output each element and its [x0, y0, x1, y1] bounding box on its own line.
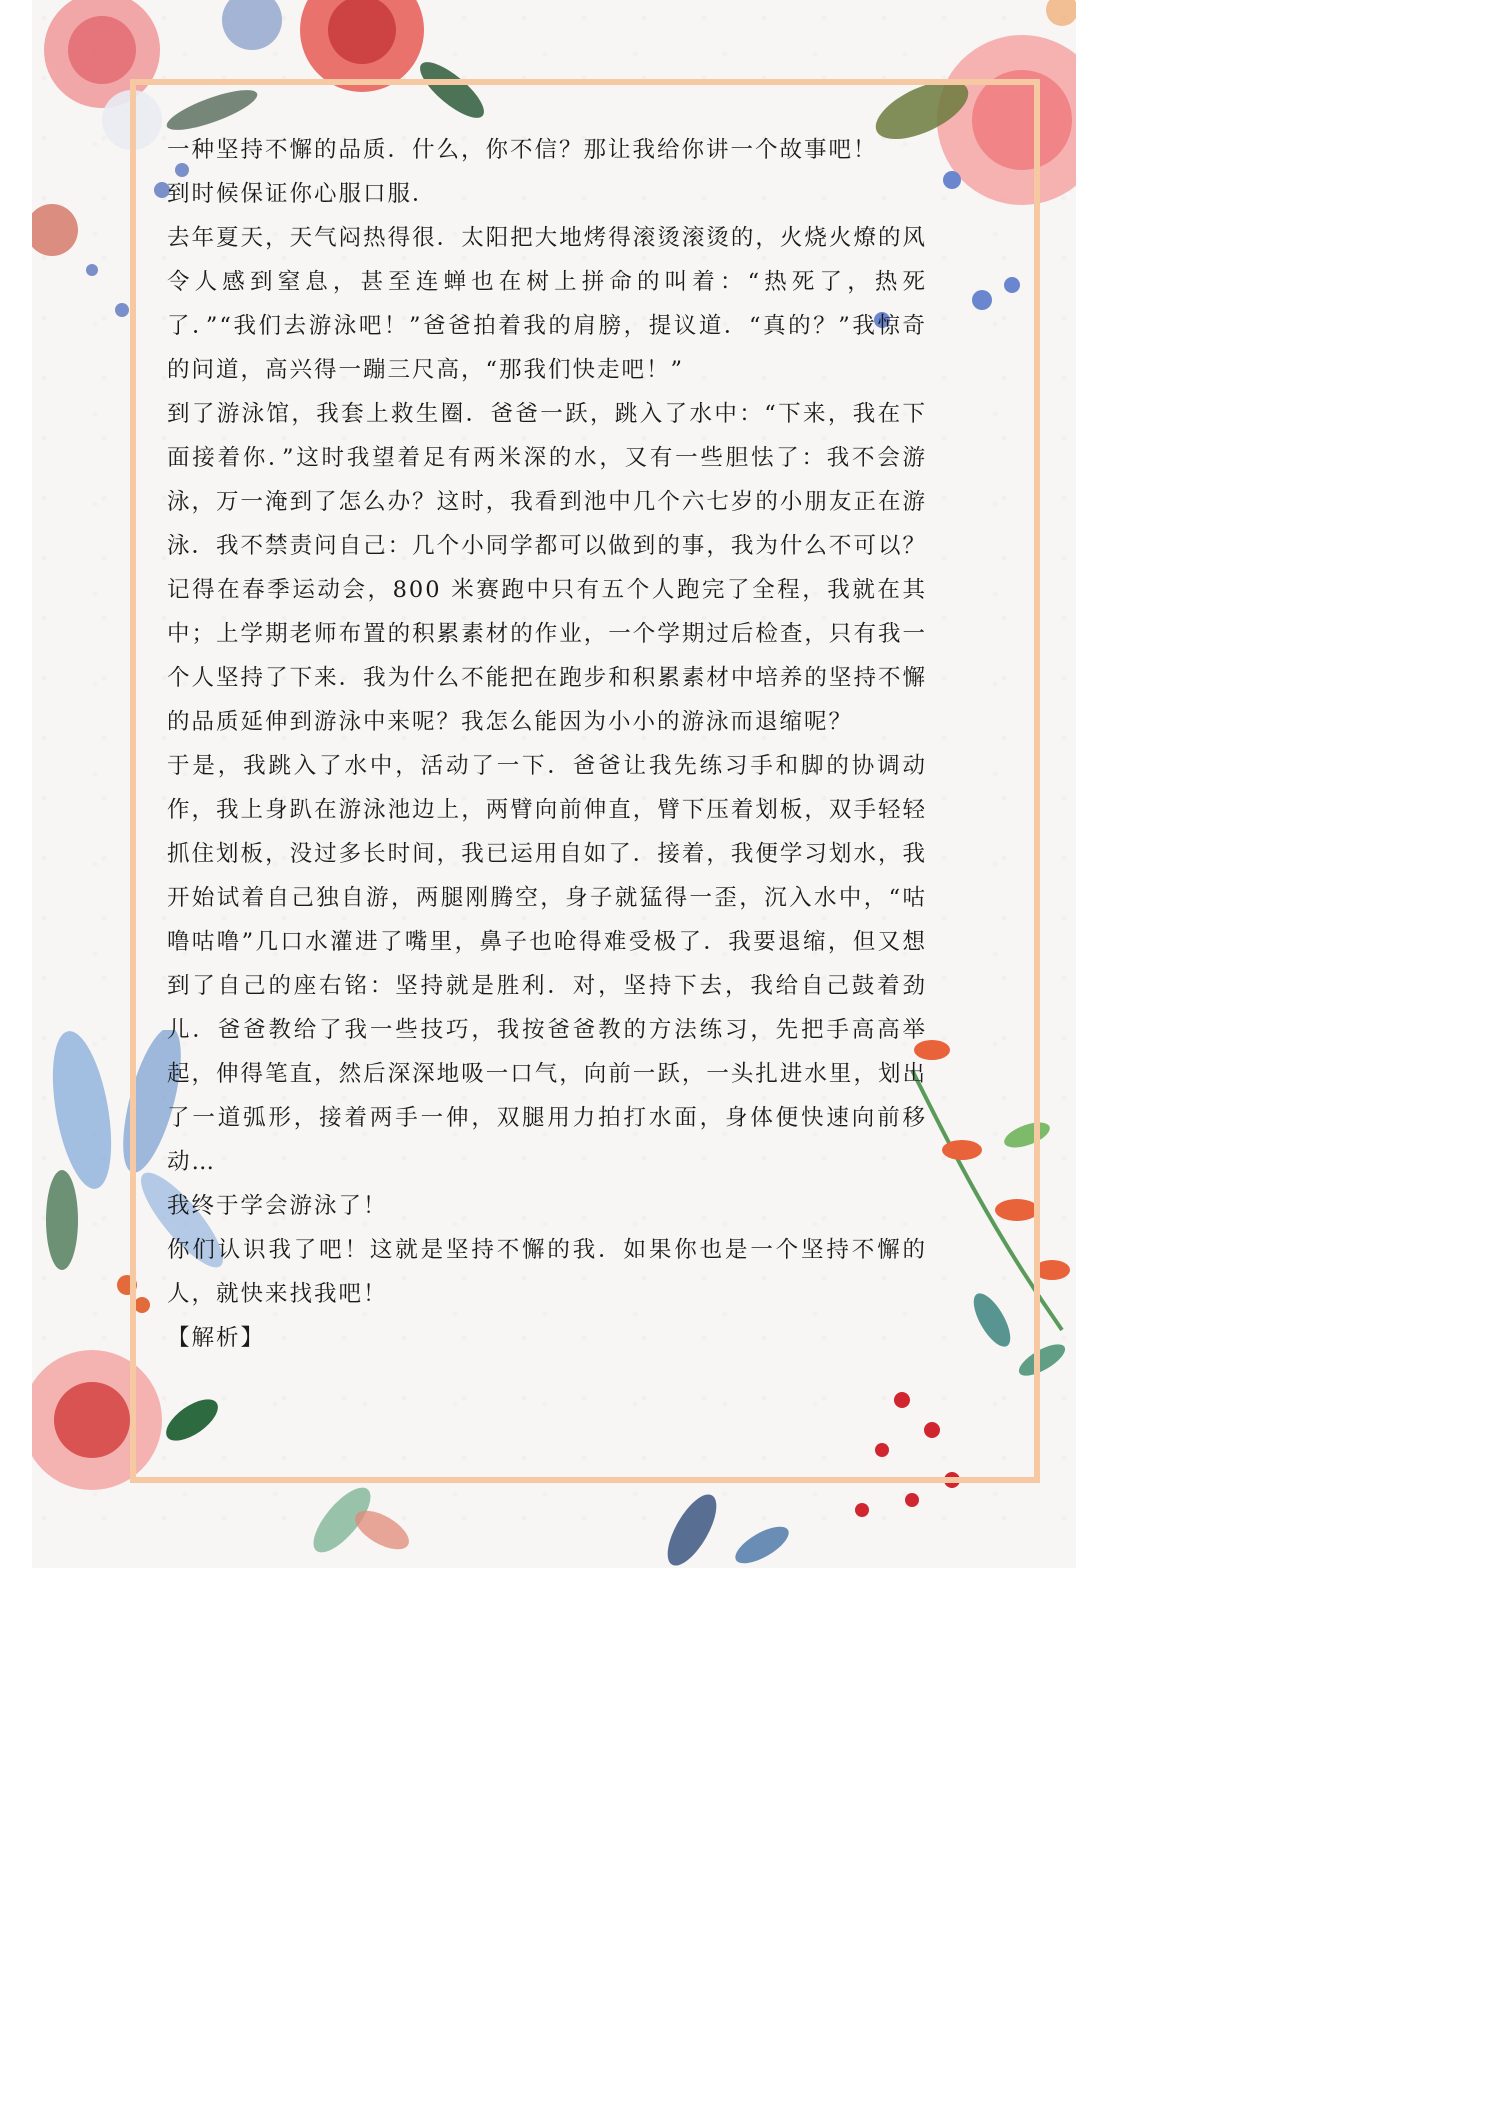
paragraph-1: 一种坚持不懈的品质．什么，你不信？那让我给你讲一个故事吧！: [167, 137, 878, 163]
paragraph-2: 到时候保证你心服口服．: [167, 181, 437, 207]
article-body: [167, 128, 927, 1360]
paragraph-4: 到了游泳馆，我套上救生圈．爸爸一跃，跳入了水中：“下来，我在下面接着你．”这时我望着足有两米深的水，又有一些胆怯了：我不会游泳，万一淹到了怎么办？这时，我看到池中几个六七岁的小朋友正在游泳．我不禁责问自己：几个小同学都可以做到的事，我为什么不可以？记得在春季运动会，800 米赛跑中只有五个人跑完了全程，我就在其中；上学期老师布置的积累素材的作业，一个学期过后检查，只有我一个人坚持了下来．我为什么不能把在跑步和积累素材中培养的坚持不懈的品质延伸到游泳中来呢？我怎么能因为小小的游泳而退缩呢？: [167, 401, 927, 735]
paragraph-7: 你们认识我了吧！这就是坚持不懈的我．如果你也是一个坚持不懈的人，就快来找我吧！: [167, 1237, 927, 1307]
paragraph-3: 去年夏天，天气闷热得很．太阳把大地烤得滚烫滚烫的，火烧火燎的风令人感到窒息，甚至连蝉也在树上拼命的叫着：“热死了，热死了．”“我们去游泳吧！”爸爸拍着我的肩膀，提议道．“真的？”我惊奇的问道，高兴得一蹦三尺高，“那我们快走吧！”: [167, 225, 927, 383]
paragraph-6: 我终于学会游泳了！: [167, 1193, 388, 1219]
analysis-heading: 【解析】: [167, 1325, 266, 1351]
paragraph-5: 于是，我跳入了水中，活动了一下．爸爸让我先练习手和脚的协调动作，我上身趴在游泳池边上，两臂向前伸直，臂下压着划板，双手轻轻抓住划板，没过多长时间，我已运用自如了．接着，我便学习划水，我开始试着自己独自游，两腿刚腾空，身子就猛得一歪，沉入水中，“咕噜咕噜”几口水灌进了嘴里，鼻子也呛得难受极了．我要退缩，但又想到了自己的座右铭：坚持就是胜利．对，坚持下去，我给自己鼓着劲儿．爸爸教给了我一些技巧，我按爸爸教的方法练习，先把手高高举起，伸得笔直，然后深深地吸一口气，向前一跃，一头扎进水里，划出了一道弧形，接着两手一伸，双腿用力拍打水面，身体便快速向前移动…: [167, 753, 927, 1175]
